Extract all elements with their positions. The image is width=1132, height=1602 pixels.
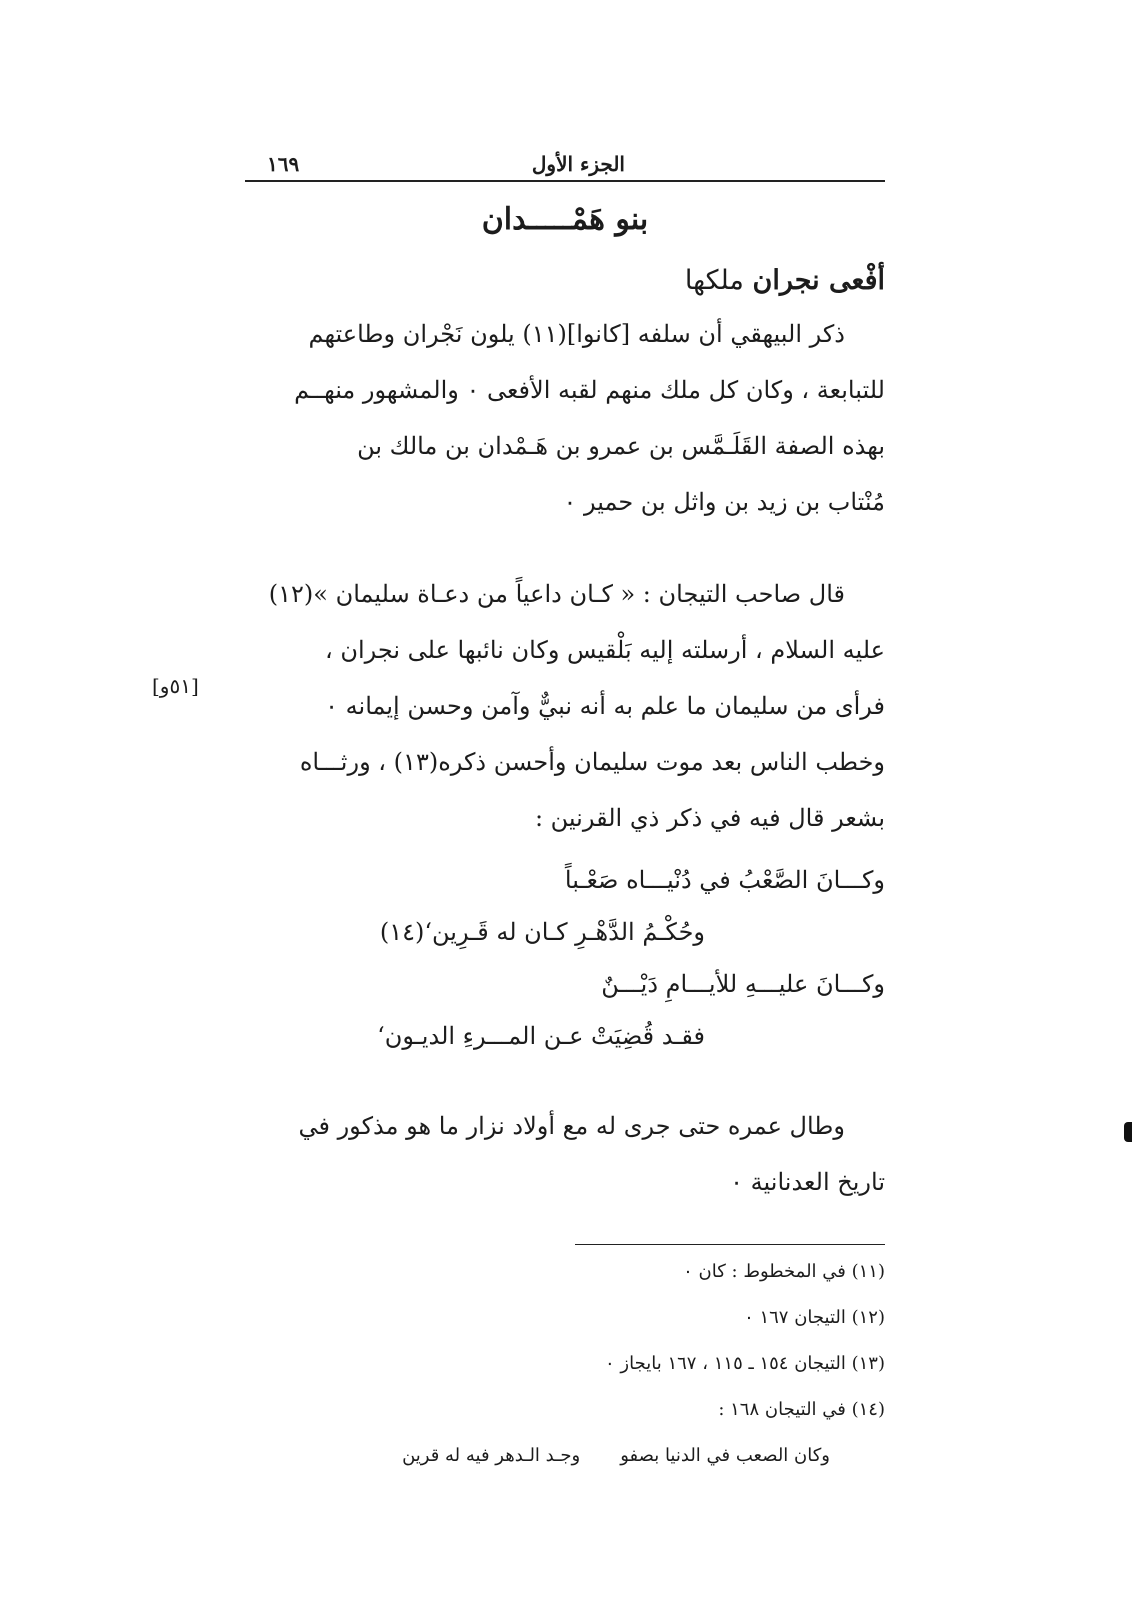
verse-line: وكـــانَ الصَّعْبُ في دُنْيـــاه صَعْـباً: [564, 866, 885, 894]
footnote: (١٤) في التيجان ١٦٨ :: [718, 1399, 885, 1420]
paragraph-line: بهذه الصفة القَلَـمَّس بن عمرو بن هَـمْدان بن مالك بن: [357, 432, 885, 460]
couplet-hemistich: وكان الصعب في الدنيا بصفو: [620, 1445, 830, 1466]
footnotes: [245, 1249, 885, 1479]
paragraph-line: وطال عمره حتى جرى له مع أولاد نزار ما هو مذكور في: [298, 1112, 845, 1140]
paragraph-3: [245, 1098, 885, 1210]
footnote: (١١) في المخطوط : كان ٠: [683, 1261, 885, 1282]
subheading-rest: ملكها: [684, 265, 744, 296]
verse-line: فقـد قُضِيَتْ عـن المـــرءِ الديـون‘: [377, 1022, 705, 1050]
manuscript-folio-marker: [٥١و]: [152, 674, 199, 698]
paragraph-2: [245, 566, 885, 846]
book-page: [245, 140, 885, 1479]
footnote-separator: [575, 1244, 885, 1245]
footnote: (١٣) التيجان ١٥٤ ـ ١١٥ ، ١٦٧ بايجاز ٠: [605, 1353, 885, 1374]
paragraph-line: بشعر قال فيه في ذكر ذي القرنين :: [534, 804, 885, 832]
verse-line: وحُكْـمُ الدَّهْـرِ كـان له قَـرِين‘(١٤): [379, 918, 705, 946]
subheading-bold: أفْعى نجران: [752, 265, 885, 296]
paragraph-line: ذكر البيهقي أن سلفه [كانوا](١١) يلون نَجْران وطاعتهم: [308, 320, 845, 348]
footnote-couplet: [245, 1433, 885, 1479]
verse-line: وكـــانَ عليـــهِ للأيـــامِ دَيْـــنٌ: [601, 970, 885, 998]
part-title: الجزء الأول: [531, 152, 625, 176]
couplet-hemistich: وجـد الـدهر فيه له قرين: [402, 1445, 581, 1466]
footnote: (١٢) التيجان ١٦٧ ٠: [744, 1307, 885, 1328]
paragraph-line: تاريخ العدنانية ٠: [730, 1168, 885, 1196]
paragraph-line: للتبابعة ، وكان كل ملك منهم لقبه الأفعى ٠ والمشهور منهــم: [294, 376, 885, 404]
paragraph-line: قال صاحب التيجان : « كـان داعياً من دعـاة سليمان »(١٢): [268, 580, 845, 608]
running-header: [245, 140, 885, 182]
paragraph-line: وخطب الناس بعد موت سليمان وأحسن ذكره(١٣) ، ورثـــاه: [299, 748, 885, 776]
poem: [245, 854, 885, 1062]
paragraph-1: [245, 306, 885, 530]
paragraph-line: مُنْتاب بن زيد بن واثل بن حمير ٠: [563, 488, 885, 516]
paragraph-line: فرأى من سليمان ما علم به أنه نبيٌّ وآمن وحسن إيمانه ٠: [325, 692, 885, 720]
section-title: بنو هَمْـــــدان: [481, 202, 649, 237]
edge-mark: [1124, 1122, 1132, 1142]
page-number: ١٦٩: [267, 152, 300, 176]
paragraph-line: عليه السلام ، أرسلته إليه بَلْقيس وكان نائبها على نجران ،: [324, 636, 885, 664]
subheading: [245, 265, 885, 296]
